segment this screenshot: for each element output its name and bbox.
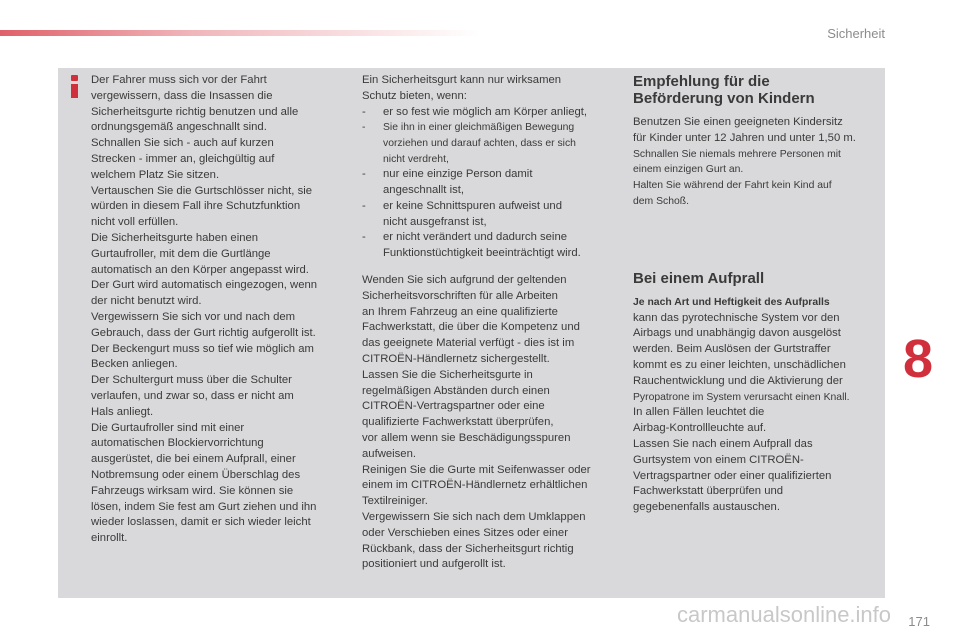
text-line: Sicherheitsgurte richtig benutzen und alle <box>91 105 299 118</box>
text-line: Fachwerkstatt, die über die Kompetenz und <box>362 321 580 334</box>
text-line: Die Gurtaufroller sind mit einer <box>91 421 245 434</box>
text-line: Ein Sicherheitsgurt kann nur wirksamen <box>362 74 562 86</box>
text-line: Der Schultergurt muss über die Schulter <box>91 374 292 387</box>
text-line: angeschnallt ist, <box>383 183 465 196</box>
list-item <box>362 199 612 231</box>
text-line: Sie ihn in einer gleichmäßigen Bewegung <box>383 122 575 134</box>
section-title: Sicherheit <box>827 26 885 41</box>
text-line: Rückbank, dass der Sicherheitsgurt richtig <box>362 542 574 555</box>
text-line: positioniert und aufgerollt ist. <box>362 558 506 571</box>
text-line: welchem Platz Sie sitzen. <box>91 168 220 181</box>
text-line: Notbremsung oder einem Überschlag des <box>91 468 301 481</box>
text-line: Becken anliegen. <box>91 358 178 371</box>
text-line: er nicht verändert und dadurch seine <box>383 231 568 244</box>
text-line: nicht voll erfüllen. <box>91 216 179 229</box>
text-line: verlaufen, und zwar so, dass er nicht am <box>91 389 294 402</box>
heading-impact: Bei einem Aufprall <box>633 269 765 287</box>
text-line: automatisch an den Körper angepasst wird. <box>91 263 309 276</box>
text-line: vergewissern, dass die Insassen die <box>91 89 273 102</box>
text-line: Pyropatrone im System verursacht einen Knall. <box>633 391 850 403</box>
text-line: CITROËN-Händlernetz sichergestellt. <box>362 352 550 365</box>
heading-children: Empfehlung für die Beförderung von Kindern <box>633 73 815 107</box>
text-line: Vertragspartner oder einer qualifizierten <box>633 469 832 482</box>
text-line: Schnallen Sie sich - auch auf kurzen <box>91 137 274 150</box>
column-seatbelt-general <box>91 73 346 547</box>
text-line: gegebenenfalls austauschen. <box>633 501 780 514</box>
text-line: nur eine einzige Person damit <box>383 168 533 181</box>
text-line: das geeignete Material verfügt - dies ist im <box>362 337 575 350</box>
text-line: Reinigen Sie die Gurte mit Seifenwasser oder <box>362 463 591 476</box>
text-line: CITROËN-Vertragspartner oder eine <box>362 400 545 413</box>
text-line: vor allem wenn sie Beschädigungsspuren <box>362 431 571 444</box>
list-item <box>362 230 612 262</box>
text-line: Lassen Sie nach einem Aufprall das <box>633 437 813 450</box>
watermark: carmanualsonline.info <box>677 602 892 627</box>
list-item <box>362 120 612 167</box>
text-line: Funktionstüchtigkeit beeinträchtigt wird. <box>383 247 581 260</box>
text-line: wieder loslassen, damit er sich wieder leicht <box>91 516 311 529</box>
text-line: Textilreiniger. <box>362 495 428 508</box>
text-line: Halten Sie während der Fahrt kein Kind auf <box>633 180 832 192</box>
text-line: Hals anliegt. <box>91 405 154 418</box>
list-item <box>362 167 612 199</box>
text-line: Fahrzeugs wirksam wird. Sie können sie <box>91 484 294 497</box>
text-line: Sicherheitsvorschriften für alle Arbeiten <box>362 289 558 302</box>
text-line: kommt es zu einer leichten, unschädlichen <box>633 358 846 371</box>
text-line: Gurtaufroller, mit dem die Gurtlänge <box>91 247 271 260</box>
text-line: dem Schoß. <box>633 195 690 207</box>
text-line: nicht verdreht, <box>383 153 449 165</box>
list-dash: - <box>362 122 366 134</box>
list-dash: - <box>362 168 366 181</box>
text-line: ausgerüstet, die bei einem Aufprall, einer <box>91 453 296 466</box>
text-line: Airbags und unabhängig davon ausgelöst <box>633 327 841 340</box>
text-line: Airbag-Kontrollleuchte auf. <box>633 422 767 435</box>
text-line: automatischen Blockiervorrichtung <box>91 437 264 450</box>
text-line: an Ihrem Fahrzeug an eine qualifizierte <box>362 305 558 318</box>
text-line: werden. Beim Auslösen der Gurtstraffer <box>633 343 831 356</box>
text-line: würden in diesem Fall ihre Schutzfunktion <box>91 200 301 213</box>
text-line: Wenden Sie sich aufgrund der geltenden <box>362 273 567 286</box>
text-line: lösen, indem Sie fest am Gurt ziehen und ihn <box>91 500 317 513</box>
text-line: In allen Fällen leuchtet die <box>633 406 765 419</box>
text-line: Schnallen Sie niemals mehrere Personen mit <box>633 148 841 160</box>
text-line: qualifizierte Fachwerkstatt überprüfen, <box>362 416 554 429</box>
column-children-and-impact <box>633 73 883 516</box>
text-line: Lassen Sie die Sicherheitsgurte in <box>362 368 533 381</box>
text-line: Vergewissern Sie sich nach dem Umklappen <box>362 510 586 523</box>
text-line: regelmäßigen Abständen durch einen <box>362 384 550 397</box>
text-line: Schutz bieten, wenn: <box>362 89 467 102</box>
text-line: Vertauschen Sie die Gurtschlösser nicht, sie <box>91 184 313 197</box>
text-line: Der Fahrer muss sich vor der Fahrt <box>91 74 267 86</box>
text-line: vorziehen und darauf achten, dass er sich <box>383 137 576 149</box>
text-line: einem einzigen Gurt an. <box>633 164 744 176</box>
text-line: kann das pyrotechnische System vor den <box>633 311 840 324</box>
text-line: er so fest wie möglich am Körper anliegt, <box>383 105 588 118</box>
text-line: aufweisen. <box>362 447 417 460</box>
text-line: Fachwerkstatt überprüfen und <box>633 485 784 498</box>
text-line: einrollt. <box>91 532 128 545</box>
column-seatbelt-conditions <box>362 73 612 573</box>
text-line: Gurtsystem von einem CITROËN- <box>633 453 804 466</box>
list-dash: - <box>362 199 366 212</box>
info-icon <box>68 75 80 99</box>
chapter-number: 8 <box>903 329 934 389</box>
text-line: ordnungsgemäß angeschnallt sind. <box>91 121 267 134</box>
lead-text: Je nach Art und Heftigkeit des Aufpralls <box>633 296 830 308</box>
text-line: Rauchentwicklung und die Aktivierung der <box>633 374 843 387</box>
text-line: Der Beckengurt muss so tief wie möglich am <box>91 342 314 355</box>
text-line: nicht ausgefranst ist, <box>383 215 487 228</box>
text-line: Benutzen Sie einen geeigneten Kindersitz <box>633 116 843 128</box>
text-line: oder Verschieben eines Sitzes oder einer <box>362 526 568 539</box>
page-number: 171 <box>908 614 930 629</box>
text-line: Gebrauch, dass der Gurt richtig aufgerollt ist. <box>91 326 316 339</box>
text-line: der nicht benutzt wird. <box>91 295 202 308</box>
list-dash: - <box>362 231 366 244</box>
text-line: Vergewissern Sie sich vor und nach dem <box>91 310 296 323</box>
text-line: Die Sicherheitsgurte haben einen <box>91 231 259 244</box>
text-line: Strecken - immer an, gleichgültig auf <box>91 152 275 165</box>
text-line: Der Gurt wird automatisch eingezogen, wenn <box>91 279 318 292</box>
list-dash: - <box>362 105 366 118</box>
text-line: er keine Schnittspuren aufweist und <box>383 199 562 212</box>
text-line: für Kinder unter 12 Jahren und unter 1,50 m. <box>633 131 856 144</box>
header-accent-bar <box>0 30 480 36</box>
list-item <box>362 105 612 121</box>
text-line: einem im CITROËN-Händlernetz erhältlichen <box>362 479 588 492</box>
